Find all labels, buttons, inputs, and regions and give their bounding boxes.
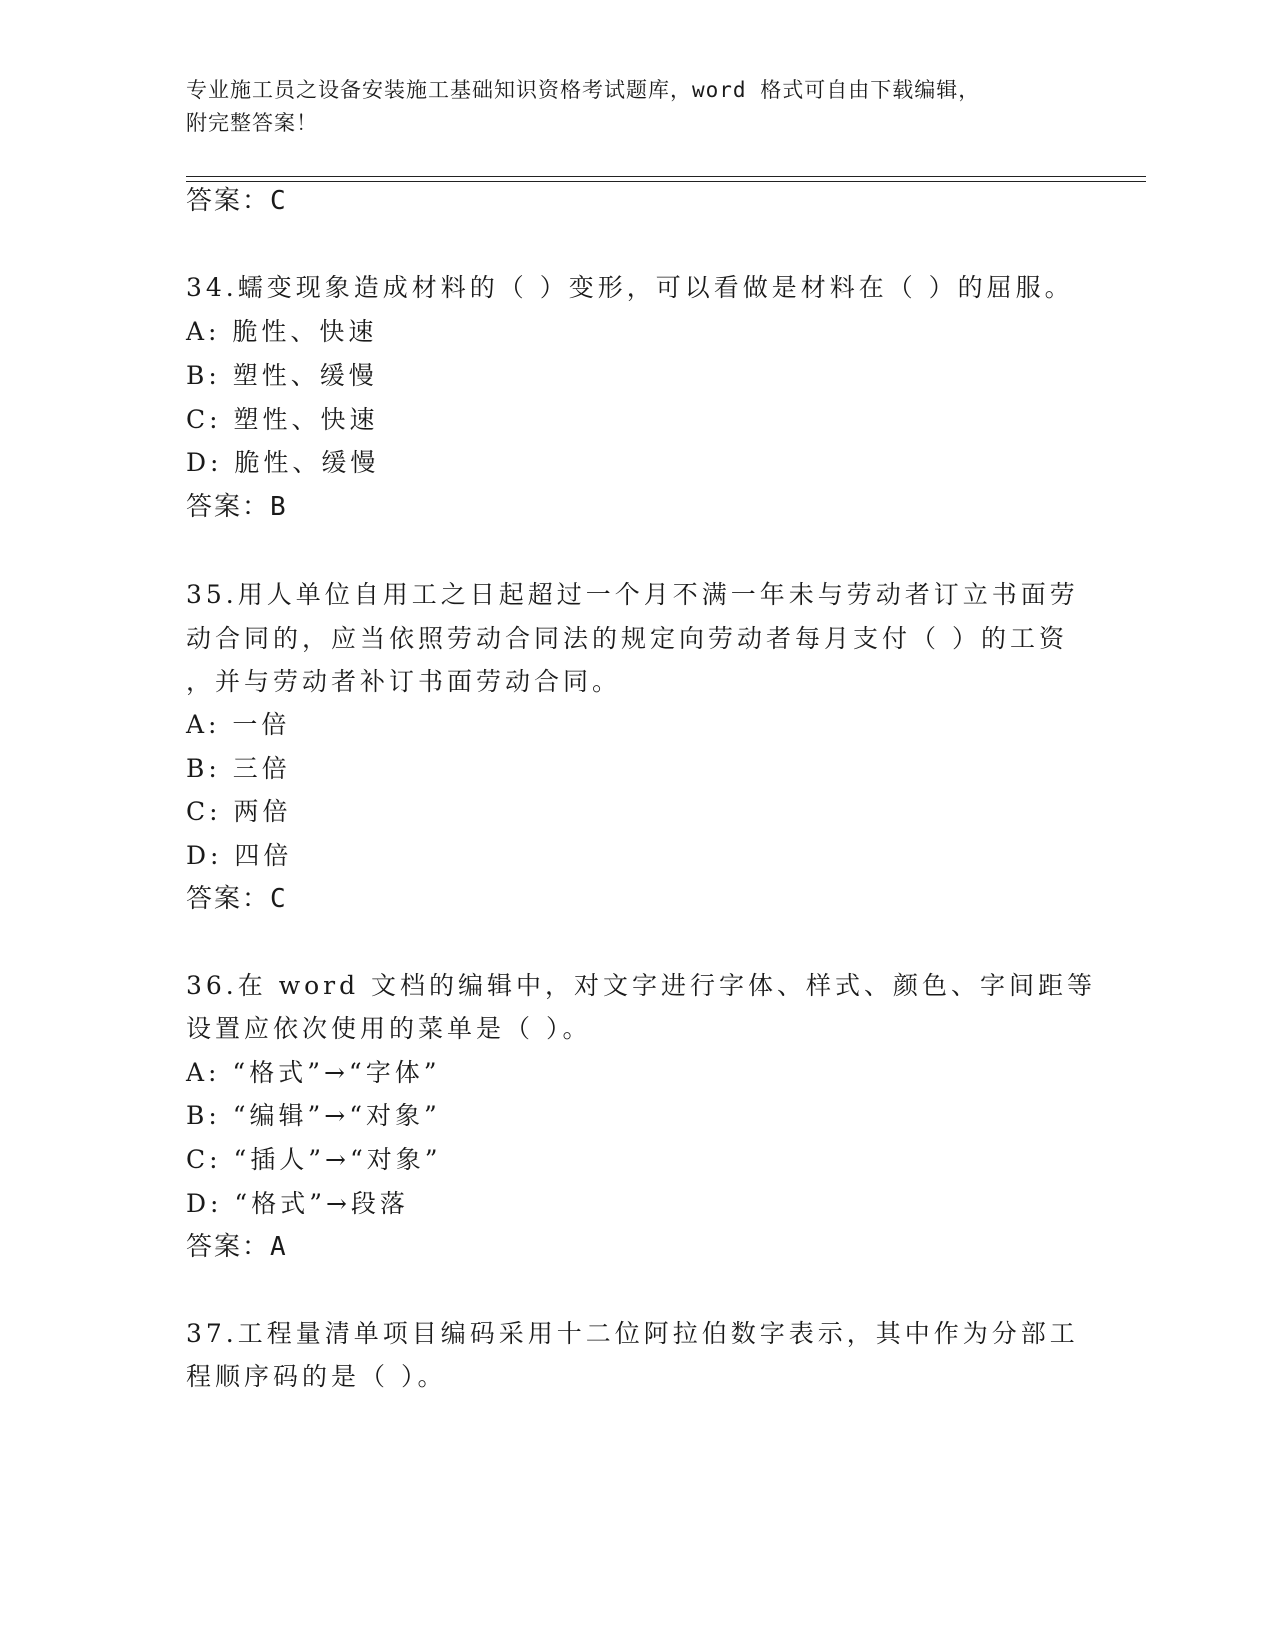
q35-text-line-1: 35.用人单位自用工之日起超过一个月不满一年未与劳动者订立书面劳 bbox=[186, 580, 1079, 609]
answer-label: 答案： bbox=[186, 492, 271, 522]
answer-value: C bbox=[270, 884, 288, 914]
answer-label: 答案： bbox=[186, 1232, 271, 1262]
header-divider-top bbox=[186, 176, 1146, 177]
q34-text: 34.蠕变现象造成材料的（ ）变形，可以看做是材料在（ ）的屈服。 bbox=[186, 273, 1074, 302]
q35-option-d: D: 四倍 bbox=[186, 841, 293, 870]
q35-text-line-2: 动合同的，应当依照劳动合同法的规定向劳动者每月支付（ ）的工资 bbox=[186, 624, 1068, 653]
answer-label: 答案： bbox=[186, 884, 271, 914]
q34-answer bbox=[186, 492, 288, 522]
q36-option-b: B: “编辑”→“对象” bbox=[186, 1101, 441, 1130]
q34-option-a: A: 脆性、快速 bbox=[186, 317, 378, 346]
answer-label: 答案： bbox=[186, 186, 271, 216]
answer-value: C bbox=[270, 186, 288, 216]
q37-text-line-2: 程顺序码的是（ ）。 bbox=[186, 1362, 447, 1391]
answer-prev bbox=[186, 186, 288, 216]
header-line-1: 专业施工员之设备安装施工基础知识资格考试题库，word 格式可自由下载编辑， bbox=[186, 78, 981, 102]
q34-option-d: D: 脆性、缓慢 bbox=[186, 448, 380, 477]
q34-option-c: C: 塑性、快速 bbox=[186, 405, 379, 434]
q35-text-line-3: ，并与劳动者补订书面劳动合同。 bbox=[186, 667, 622, 696]
page-header bbox=[186, 74, 1066, 140]
q35-option-c: C: 两倍 bbox=[186, 797, 292, 826]
q35-answer bbox=[186, 884, 288, 914]
header-line-2: 附完整答案！ bbox=[186, 111, 318, 135]
q35-option-a: A: 一倍 bbox=[186, 710, 291, 739]
q36-text-line-2: 设置应依次使用的菜单是（ ）。 bbox=[186, 1014, 592, 1043]
answer-value: B bbox=[270, 492, 288, 522]
q36-text-line-1: 36.在 word 文档的编辑中，对文字进行字体、样式、颜色、字间距等 bbox=[186, 971, 1097, 1000]
q36-answer bbox=[186, 1232, 288, 1262]
q37-text-line-1: 37.工程量清单项目编码采用十二位阿拉伯数字表示，其中作为分部工 bbox=[186, 1319, 1079, 1348]
q36-option-d: D: “格式”→段落 bbox=[186, 1189, 409, 1218]
q36-option-c: C: “插人”→“对象” bbox=[186, 1145, 442, 1174]
q34-option-b: B: 塑性、缓慢 bbox=[186, 361, 378, 390]
answer-value: A bbox=[270, 1232, 288, 1262]
q35-option-b: B: 三倍 bbox=[186, 754, 291, 783]
q36-option-a: A: “格式”→“字体” bbox=[186, 1058, 441, 1087]
header-divider-bottom bbox=[186, 181, 1146, 182]
